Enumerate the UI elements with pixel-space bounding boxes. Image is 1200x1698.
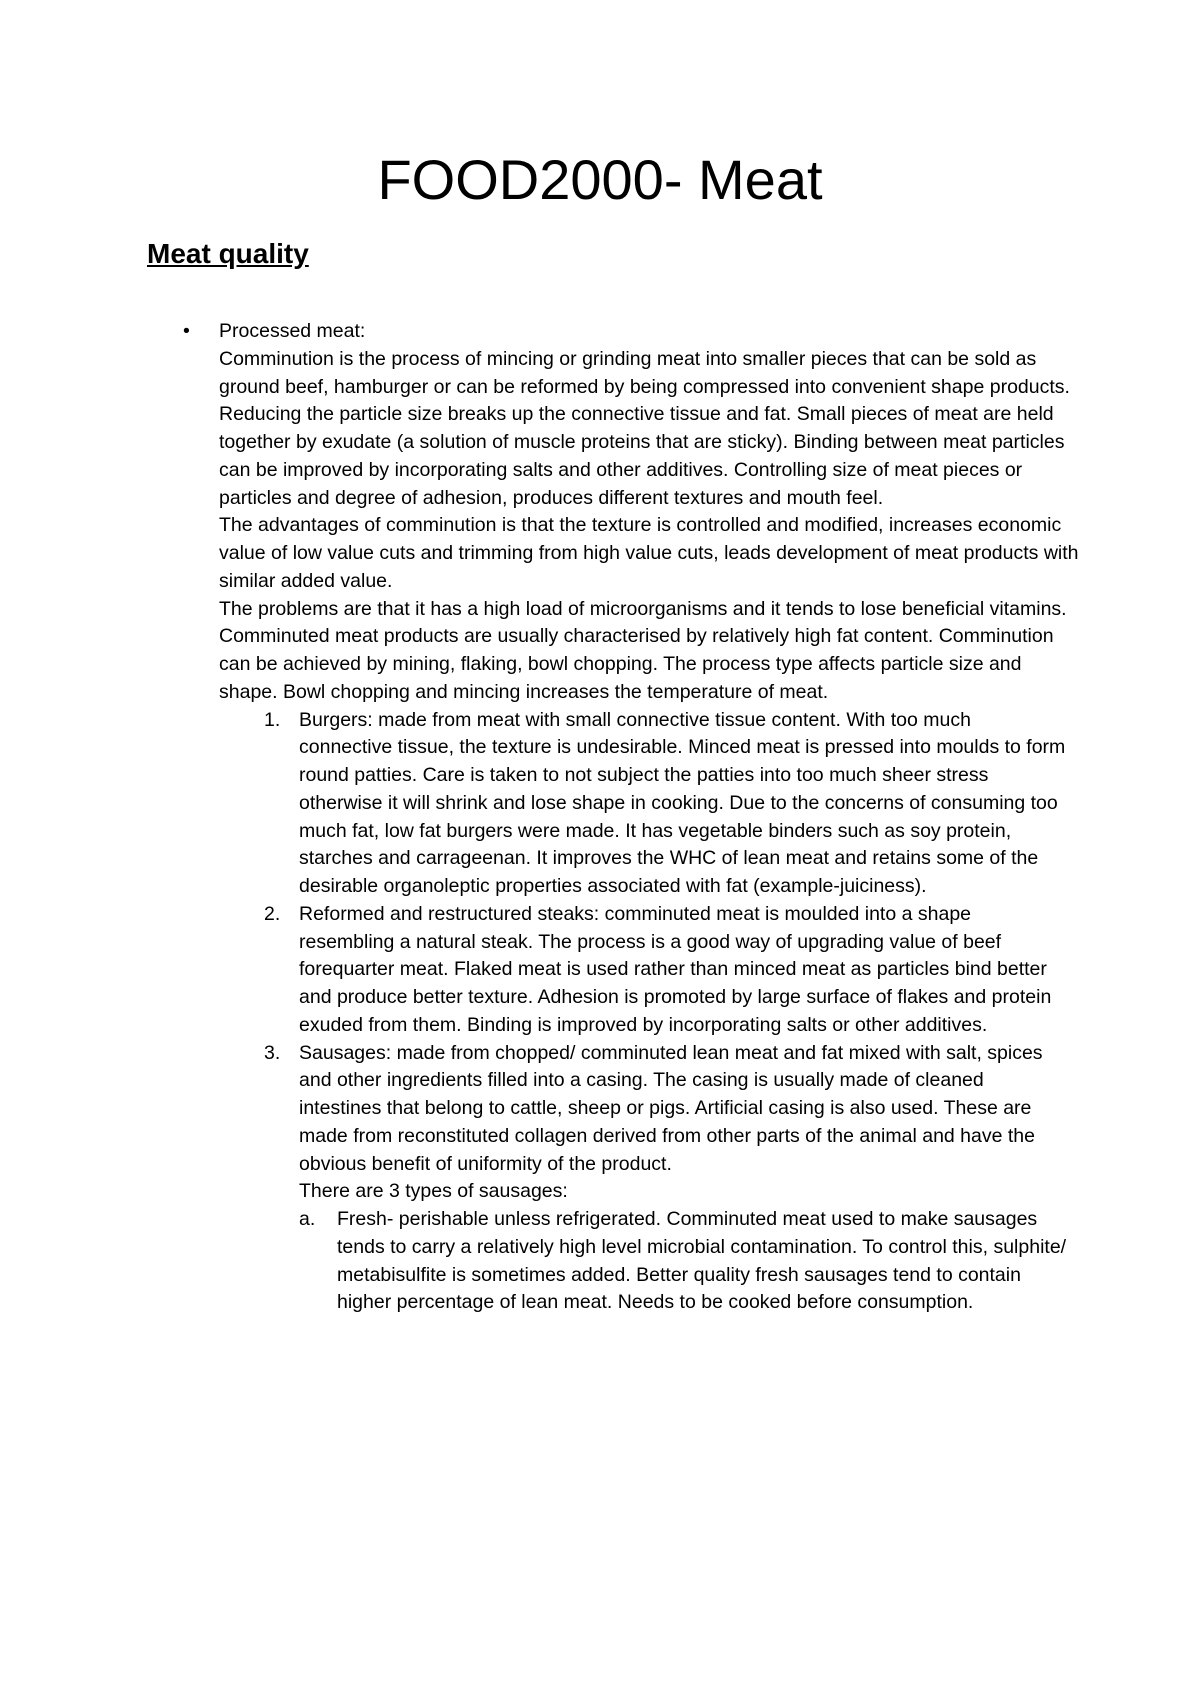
bullet-label: Processed meat:	[219, 320, 366, 342]
list-marker: 1.	[264, 708, 281, 731]
list-item-text: Sausages: made from chopped/ comminuted lean meat and fat mixed with salt, spices and other ingredients filled into a casing. The casing is usually made of cleaned intestines that belong to cattle, sheep or pigs. Artificial casing is also used. These are made from reconstituted collagen derived from other parts of the animal and have the obvious benefit of uniformity of the product.	[299, 1041, 1043, 1175]
paragraph: Comminution is the process of mincing or grinding meat into smaller pieces that can be sold as ground beef, hamburger or can be reformed by being compressed into convenient shape products. Reducing the particle size breaks up the connective tissue and fat. Small pieces of meat are held together by exudate (a solution of muscle proteins that are sticky). Binding between meat particles can be improved by incorporating salts and other additives. Controlling size of meat pieces or particles and degree of adhesion, produces different textures and mouth feel.	[219, 347, 1070, 509]
list-item	[0, 901, 1069, 1040]
bullet-item	[0, 318, 1200, 707]
paragraph: The advantages of comminution is that the texture is controlled and modified, increases economic value of low value cuts and trimming from high value cuts, leads development of meat products with similar added value.	[219, 514, 1079, 592]
sub-list-item	[0, 1206, 1072, 1317]
bullet-glyph: •	[183, 320, 190, 342]
list-item	[0, 1040, 1069, 1207]
sub-list-intro: There are 3 types of sausages:	[299, 1180, 568, 1203]
list-marker: 2.	[264, 902, 281, 925]
list-marker: 3.	[264, 1041, 281, 1064]
list-item-text: Burgers: made from meat with small connective tissue content. With too much connective tissue, the texture is undesirable. Minced meat is pressed into moulds to form round patties. Care is taken to not subject the patties into too much sheer stress otherwise it will shrink and lose shape in cooking. Due to the concerns of consuming too much fat, low fat burgers were made. It has vegetable binders such as soy protein, starches and carrageenan. It improves the WHC of lean meat and retains some of the desirable organoleptic properties associated with fat (example-juiciness).	[299, 708, 1066, 897]
document-title: FOOD2000- Meat	[377, 148, 823, 211]
list-item	[0, 707, 1069, 901]
paragraph: Comminuted meat products are usually characterised by relatively high fat content. Comminution can be achieved by mining, flaking, bowl chopping. The process type affects particle size and shape. Bowl chopping and mincing increases the temperature of meat.	[219, 625, 1054, 703]
list-item-text: Reformed and restructured steaks: comminuted meat is moulded into a shape resembling a natural steak. The process is a good way of upgrading value of beef forequarter meat. Flaked meat is used rather than minced meat as particles bind better and produce better texture. Adhesion is promoted by large surface of flakes and protein exuded from them. Binding is improved by incorporating salts or other additives.	[299, 902, 1052, 1036]
section-heading: Meat quality	[147, 238, 309, 269]
bullet-text	[219, 318, 1079, 707]
paragraph: The problems are that it has a high load of microorganisms and it tends to lose beneficial vitamins.	[219, 597, 1067, 620]
sub-list-marker: a.	[299, 1208, 316, 1230]
sub-list-item-text: Fresh- perishable unless refrigerated. Comminuted meat used to make sausages tends to carry a relatively high level microbial contamination. To control this, sulphite/ metabisulfite is sometimes added. Better quality fresh sausages tend to contain higher percentage of lean meat. Needs to be cooked before consumption.	[337, 1208, 1067, 1314]
document-body	[0, 318, 1200, 1317]
numbered-list	[0, 707, 1200, 1318]
